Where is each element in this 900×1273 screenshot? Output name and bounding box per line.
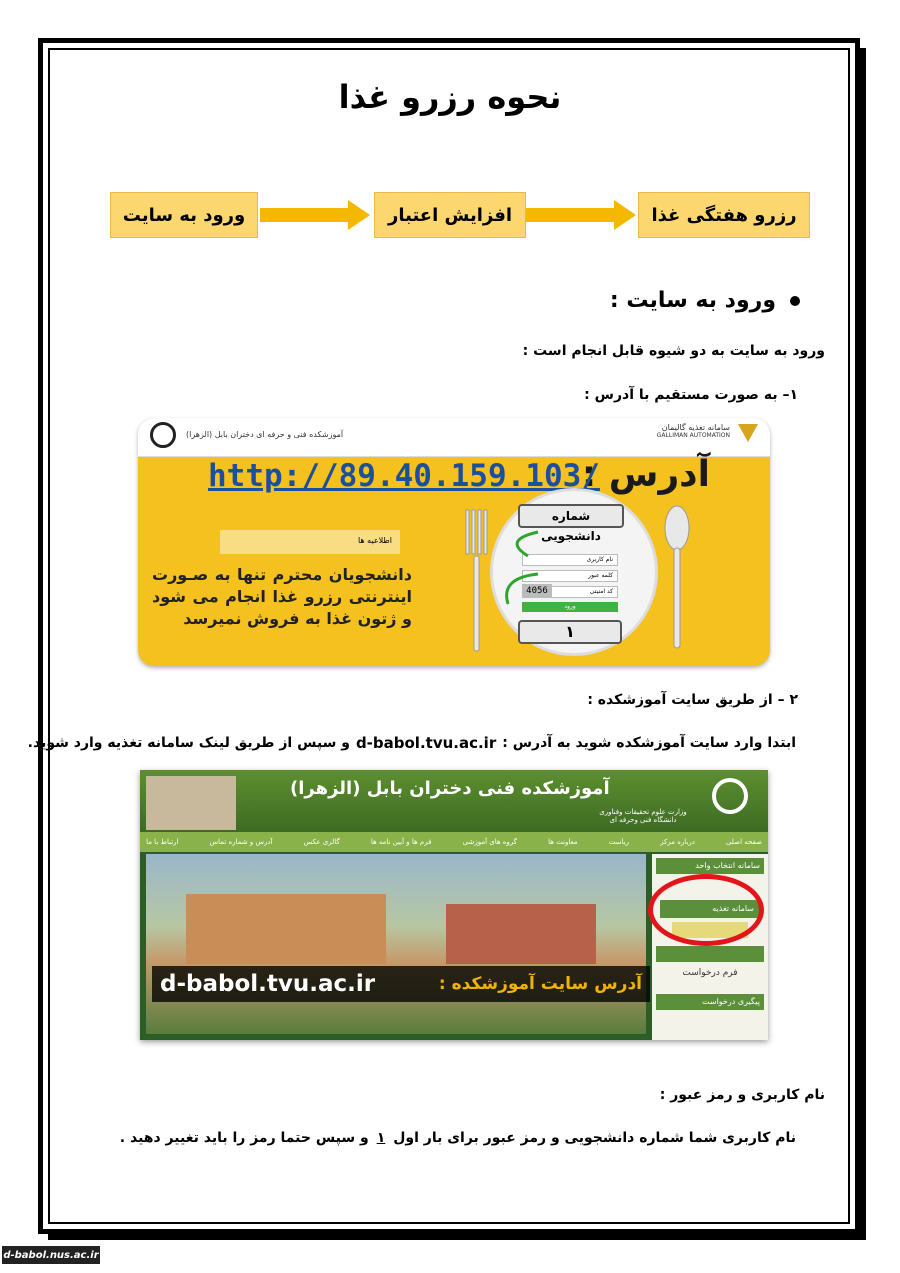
credentials-text-after: و سپس حتما رمز را باید تغییر دهید . <box>119 1130 369 1146</box>
arrow-icon <box>260 200 372 230</box>
site-title: آموزشکده فنی دختران بابل (الزهرا) <box>290 778 610 799</box>
intro-text: ورود به سایت به دو شیوه قابل انجام است : <box>522 343 825 359</box>
college-logo-icon <box>712 778 748 814</box>
nav-item[interactable]: ریاست <box>608 838 630 846</box>
site-header <box>140 770 768 832</box>
number-box: ۱ <box>518 620 622 644</box>
page-frame-shadow-bottom <box>48 1234 866 1240</box>
college-logo-icon <box>150 422 176 448</box>
header-system-name: سامانه تغذیه گالیمان <box>661 423 730 432</box>
credentials-heading: نام کاربری و رمز عبور : <box>659 1087 825 1103</box>
method2-line <box>28 734 796 752</box>
captcha-input[interactable]: کد امنیتی <box>522 586 618 598</box>
bullet-icon <box>790 296 800 306</box>
screenshot-direct-login <box>138 418 770 666</box>
credentials-line <box>120 1130 796 1146</box>
news-label: اطلاعیه ها <box>357 536 392 545</box>
section-heading-text: ورود به سایت : <box>609 288 776 313</box>
request-form-link[interactable]: فرم درخواست <box>682 968 738 978</box>
nav-item[interactable]: گالری عکس <box>303 838 340 846</box>
nav-item[interactable]: درباره مرکز <box>660 838 695 846</box>
nav-item[interactable]: معاونت ها <box>548 838 578 846</box>
notice-text: دانشجویان محترم تنها به صـورت اینترنتی رزرو غذا انجام می شود و ژتون غذا به فروش نمیرسد <box>152 565 412 628</box>
site-nav <box>140 832 768 852</box>
nav-item[interactable]: صفحه اصلی <box>725 838 762 846</box>
student-number-label: شماره دانشجویی <box>518 504 624 528</box>
ministry-name: وزارت علوم تحقیقات وفناوری دانشگاه فنی وحرفه ای <box>599 808 687 824</box>
password-input[interactable]: کلمه عبور <box>522 570 618 582</box>
sidebar-link[interactable]: سامانه انتخاب واحد <box>656 858 764 874</box>
college-url-link[interactable]: d-babol.tvu.ac.ir <box>355 734 497 752</box>
arrow-icon <box>526 200 638 230</box>
screenshot-header <box>138 418 770 457</box>
page-frame-shadow <box>860 48 866 1240</box>
username-input[interactable]: نام کاربری <box>522 554 618 566</box>
section-heading <box>610 288 800 313</box>
sidebar-link-food-system[interactable]: سامانه تغذیه <box>660 900 760 918</box>
method2-heading: ۲ – از طریق سایت آموزشکده : <box>587 692 798 708</box>
highlight-circle <box>648 874 764 946</box>
screenshot-college-site <box>140 770 768 1040</box>
leaders-portrait <box>146 776 236 830</box>
green-arrow-icon <box>498 528 558 608</box>
address-label: آدرس : <box>581 454 710 495</box>
step-add-credit: افزایش اعتبار <box>374 192 526 238</box>
news-box <box>220 530 400 554</box>
sidebar-link[interactable]: پیگیری درخواست <box>656 994 764 1010</box>
header-system-sub: GALLIMAN AUTOMATION <box>656 432 730 439</box>
galliman-logo-icon <box>738 424 758 442</box>
nav-item[interactable]: ارتباط با ما <box>146 838 179 846</box>
credentials-text-before: نام کاربری شما شماره دانشجویی و رمز عبور برای بار اول <box>393 1130 796 1146</box>
step-login: ورود به سایت <box>110 192 258 238</box>
method2-text-after: و سپس از طریق لینک سامانه تغذیه وارد شوید. <box>27 735 350 751</box>
building <box>446 904 596 964</box>
building-photo <box>146 854 646 1034</box>
footer-site-badge: d-babol.nus.ac.ir <box>2 1246 100 1264</box>
login-button[interactable]: ورود <box>522 602 618 612</box>
banner-label: آدرس سایت آموزشکده : <box>438 974 642 994</box>
header-college-name: آموزشکده فنی و حرفه ای دختران بابل (الزهرا) <box>186 430 344 439</box>
site-url-link[interactable]: http://89.40.159.103/ <box>208 458 600 494</box>
page-title: نحوه رزرو غذا <box>338 78 562 116</box>
building <box>186 894 386 964</box>
captcha-image: 4056 <box>522 584 552 598</box>
nav-item[interactable]: فرم ها و آیین نامه ها <box>370 838 432 846</box>
nav-item[interactable]: گروه های آموزشی <box>462 838 518 846</box>
step-weekly-reserve: رزرو هفتگی غذا <box>638 192 810 238</box>
spoon-icon <box>662 504 692 654</box>
credentials-number: ۱ <box>376 1130 386 1146</box>
banner-url: d-babol.tvu.ac.ir <box>160 971 376 997</box>
fork-icon <box>460 506 492 656</box>
method2-text-before: ابتدا وارد سایت آموزشکده شوید به آدرس : <box>502 735 796 751</box>
address-banner <box>152 966 650 1002</box>
method1-heading: ۱– به صورت مستقیم با آدرس : <box>584 387 798 403</box>
nav-item[interactable]: آدرس و شماره تماس <box>209 838 273 846</box>
sidebar-link-bar <box>656 946 764 962</box>
